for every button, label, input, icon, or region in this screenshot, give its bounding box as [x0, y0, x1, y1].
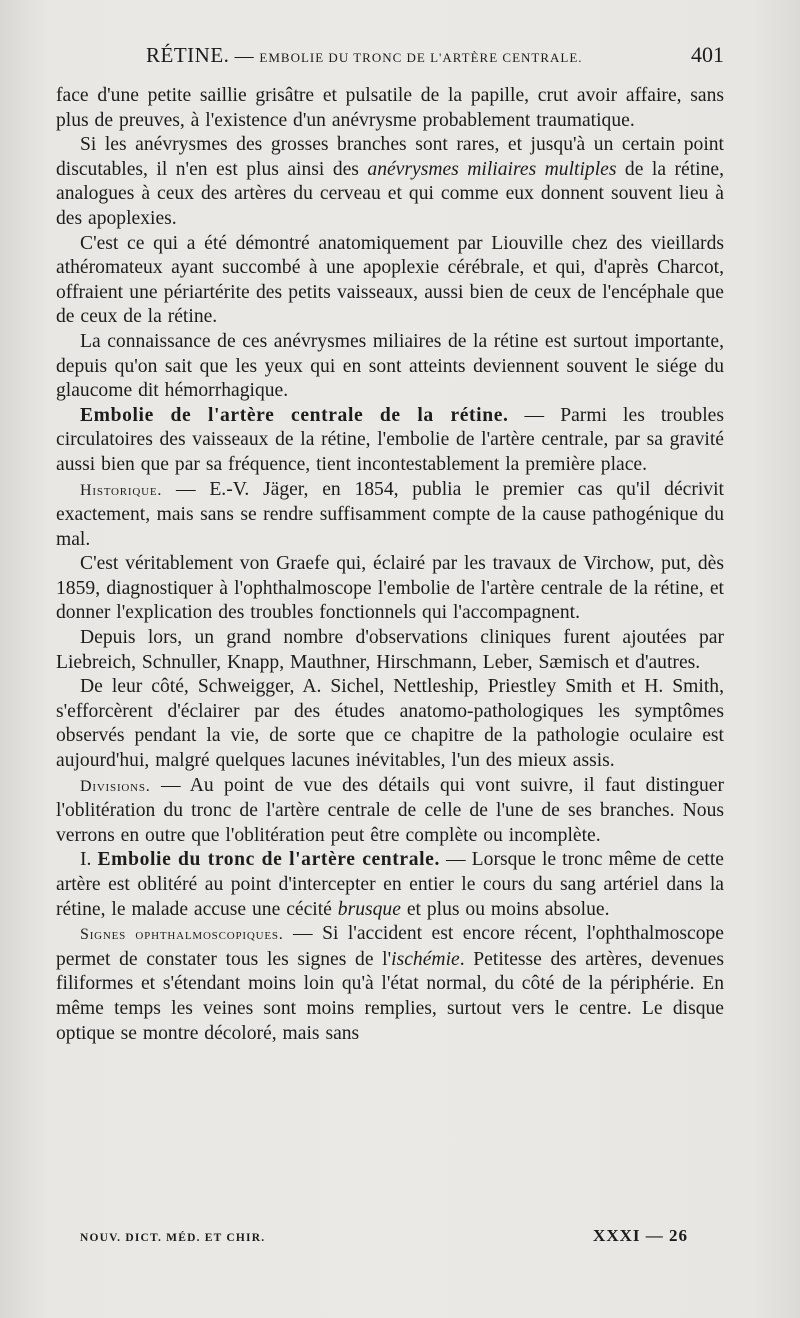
paragraph-4: La connaissance de ces anévrysmes miliaires de la rétine est surtout importante, depuis qu'on sait que les yeux qui en sont atteints deviennent souvent le siége du glaucome dit hémorrhagique.: [56, 330, 724, 402]
subsection-heading: Divisions.: [80, 777, 151, 795]
footer-publication: NOUV. DICT. MÉD. ET CHIR.: [80, 1232, 266, 1244]
section-heading: Embolie de l'artère centrale de la rétine.: [80, 404, 509, 426]
subsection-heading: Signes ophthalmoscopiques.: [80, 926, 284, 944]
paragraph-7: C'est véritablement von Graefe qui, éclairé par les travaux de Virchow, put, dès 1859, diagnostiquer à l'ophthalmoscope l'embolie de l'artère centrale de la rétine, et donner l'explication des troubles fonctionnels qui l'accompagnent.: [56, 553, 724, 624]
subsection-heading: Historique.: [80, 481, 163, 499]
paragraph-12: Signes ophthalmoscopiques. — Si l'accident est encore récent, l'ophthalmoscope permet de constater tous les signes de l'ischémie. Petitesse des artères, devenues filiformes et s'étendant moins loin qu'à l'état normal, du côté de la périphérie. En même temps les veines sont moins remplies, surtout vers le centre. Le disque optique se montre décoloré, mais sans: [56, 923, 724, 1044]
italic-term: anévrysmes miliaires multiples: [367, 158, 617, 180]
paragraph-3: C'est ce qui a été démontré anatomiquement par Liouville chez des vieillards athéromateux ayant succombé à une apoplexie cérébrale, et qui, d'après Charcot, offraient une périartérite des petits vaisseaux, aussi bien de ceux de l'encéphale que de ceux de la rétine.: [56, 232, 724, 328]
footer-volume-signature: XXXI — 26: [593, 1226, 688, 1245]
paragraph-8: Depuis lors, un grand nombre d'observations cliniques furent ajoutées par Liebreich, Schnuller, Knapp, Mauthner, Hirschmann, Leber, Sæmisch et d'autres.: [56, 627, 724, 673]
paragraph-11: I. Embolie du tronc de l'artère centrale. — Lorsque le tronc même de cette artère est oblitéré au point d'intercepter en entier le cours du sang artériel dans la rétine, le malade accuse une cécité brusque et plus ou moins absolue.: [56, 849, 724, 920]
paragraph-9: De leur côté, Schweigger, A. Sichel, Nettleship, Priestley Smith et H. Smith, s'efforcèrent d'éclairer par des études anatomo-pathologiques les symptômes observés pendant la vie, de sorte que ce chapitre de la pathologie oculaire est aujourd'hui, malgré quelques lacunes inévitables, l'un des mieux assis.: [56, 676, 724, 772]
paragraph-2: Si les anévrysmes des grosses branches sont rares, et jusqu'à un certain point discutables, il n'en est plus ainsi des anévrysmes miliaires multiples de la rétine, analogues à ceux des artères du cerveau et qui comme eux donnent souvent lieu à des apoplexies.: [56, 134, 724, 229]
running-head: [56, 42, 724, 80]
paragraph-6: Historique. — E.-V. Jäger, en 1854, publia le premier cas qu'il décrivit exactement, mais sans se rendre suffisamment compte de la cause pathogénique du mal.: [56, 478, 724, 550]
italic-term: brusque: [337, 898, 401, 920]
running-title: [146, 43, 583, 68]
page-number: 401: [691, 42, 724, 67]
chapter-title: EMBOLIE DU TRONC DE L'ARTÈRE CENTRALE.: [259, 50, 583, 65]
section-name: RÉTINE.: [146, 43, 230, 67]
header-dash: —: [234, 46, 255, 67]
paragraph-1: face d'une petite saillie grisâtre et pulsatile de la papille, crut avoir affaire, sans plus de preuves, à l'existence d'un anévrysme probablement traumatique.: [56, 85, 724, 131]
page-footer: [80, 1226, 724, 1246]
body-text: [56, 84, 724, 1046]
paragraph-5: Embolie de l'artère centrale de la rétine. — Parmi les troubles circulatoires des vaisseaux de la rétine, l'embolie de l'artère centrale, par sa gravité aussi bien que par sa fréquence, tient incontestablement la première place.: [56, 404, 724, 475]
paragraph-10: Divisions. — Au point de vue des détails qui vont suivre, il faut distinguer l'oblitération du tronc de l'artère centrale de celle de l'une de ses branches. Nous verrons en outre que l'oblitération peut être complète ou incomplète.: [56, 774, 724, 846]
italic-term: ischémie: [391, 948, 460, 970]
section-heading: Embolie du tronc de l'artère centrale.: [97, 849, 440, 871]
